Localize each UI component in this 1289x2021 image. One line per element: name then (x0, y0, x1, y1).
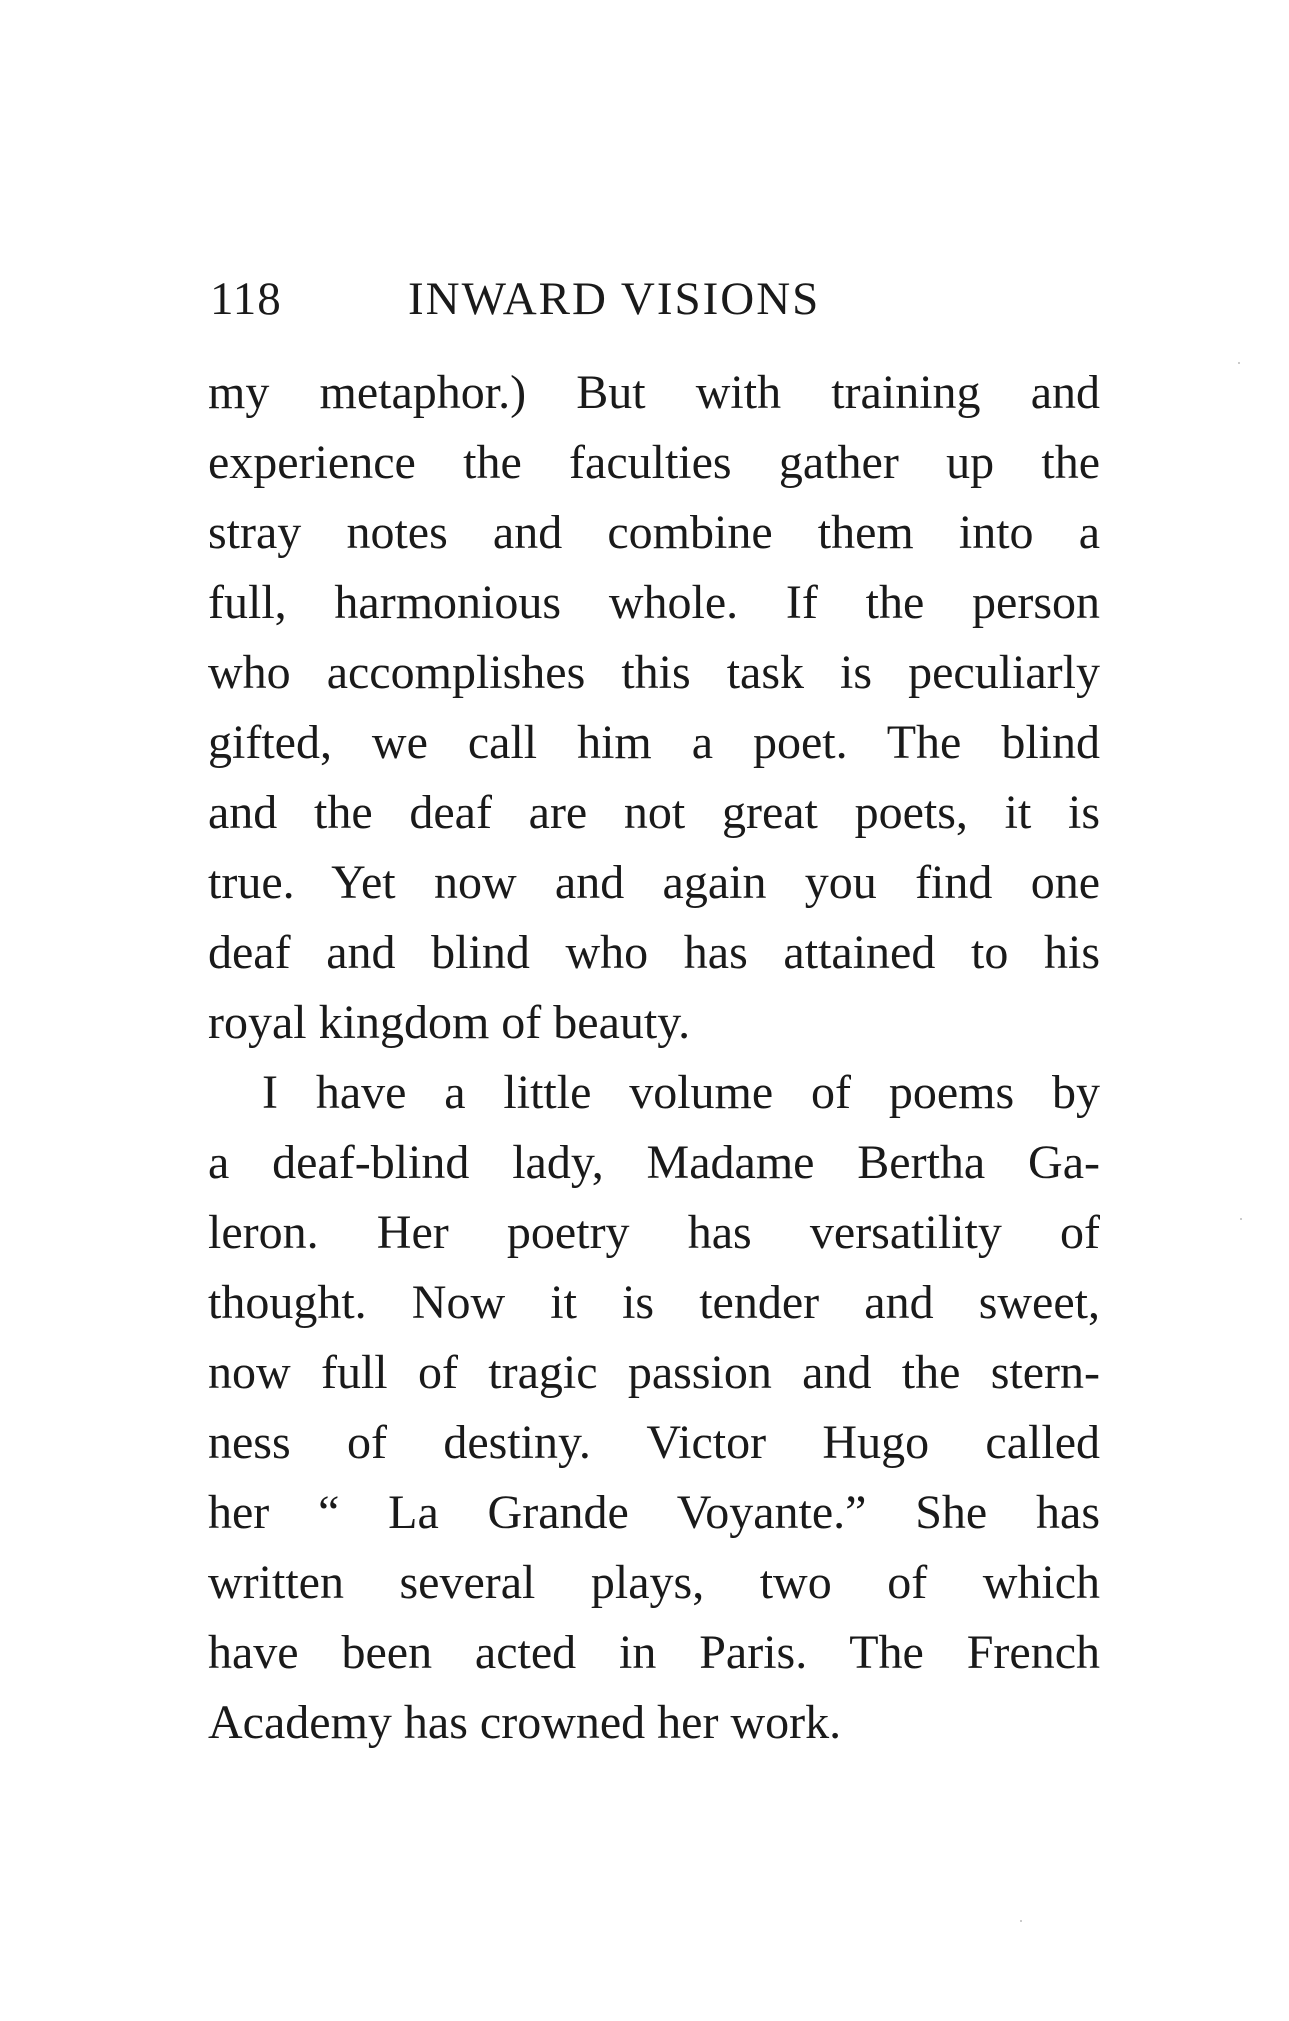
text-line: true. Yet now and again you find one (208, 856, 1100, 909)
text-line: gifted, we call him a poet. The blind (208, 716, 1100, 769)
text-line: have been acted in Paris. The French (208, 1626, 1100, 1679)
text-line: full, harmonious whole. If the person (208, 576, 1100, 629)
running-head: INWARD VISIONS (408, 273, 821, 325)
text-line: now full of tragic passion and the stern- (208, 1346, 1100, 1399)
page-header (210, 272, 1110, 332)
text-line: my metaphor.) But with training and (208, 366, 1100, 419)
text-line: ness of destiny. Victor Hugo called (208, 1416, 1100, 1469)
text-line: written several plays, two of which (208, 1556, 1100, 1609)
paragraph (208, 358, 1100, 1058)
text-line: royal kingdom of beauty. (208, 996, 691, 1049)
text-line: deaf and blind who has attained to his (208, 926, 1100, 979)
text-line: I have a little volume of poems by (262, 1066, 1100, 1119)
text-line: experience the faculties gather up the (208, 436, 1100, 489)
text-line: who accomplishes this task is peculiarly (208, 646, 1100, 699)
paper-speck (1238, 362, 1240, 364)
page-number: 118 (210, 273, 282, 325)
text-line: and the deaf are not great poets, it is (208, 786, 1100, 839)
text-line: thought. Now it is tender and sweet, (208, 1276, 1100, 1329)
body-text (208, 358, 1100, 1758)
text-line: leron. Her poetry has versatility of (208, 1206, 1100, 1259)
text-line: a deaf-blind lady, Madame Bertha Ga- (208, 1136, 1100, 1189)
text-line: Academy has crowned her work. (208, 1696, 842, 1749)
paper-speck (1240, 1218, 1242, 1220)
text-line: her “ La Grande Voyante.” She has (208, 1486, 1100, 1539)
paper-speck (1020, 1920, 1022, 1922)
paragraph (208, 1058, 1100, 1758)
text-line: stray notes and combine them into a (208, 506, 1100, 559)
